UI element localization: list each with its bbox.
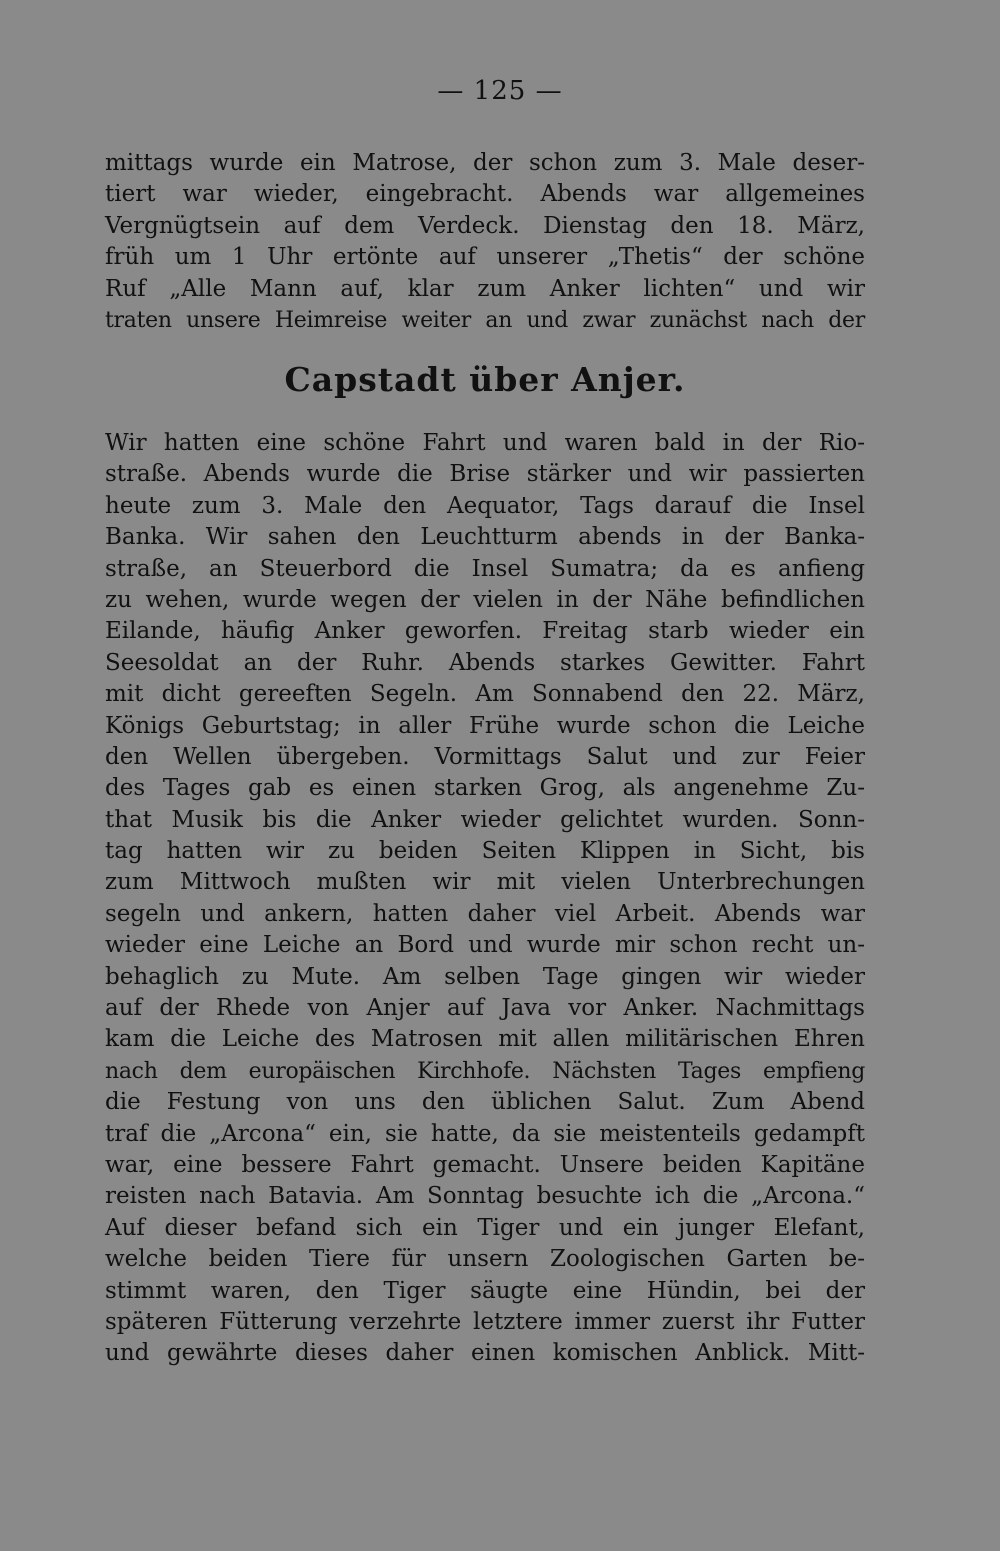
text-line: traf die „Arcona“ ein, sie hatte, da sie meistenteils gedampft xyxy=(105,1120,865,1147)
text-line: behaglich zu Mute. Am selben Tage gingen wir wieder xyxy=(105,963,865,990)
text-line: stimmt waren, den Tiger säugte eine Hündin, bei der xyxy=(105,1277,865,1304)
text-line: Seesoldat an der Ruhr. Abends starkes Gewitter. Fahrt xyxy=(105,649,865,676)
text-line: Ruf „Alle Mann auf, klar zum Anker lichten“ und wir xyxy=(105,275,865,302)
text-line: früh um 1 Uhr ertönte auf unserer „Thetis“ der schöne xyxy=(105,244,865,271)
text-line: kam die Leiche des Matrosen mit allen militärischen Ehren xyxy=(105,1026,865,1053)
text-line: den Wellen übergeben. Vormittags Salut und zur Feier xyxy=(105,743,865,770)
text-line: Auf dieser befand sich ein Tiger und ein junger Elefant, xyxy=(105,1214,865,1241)
text-line: traten unsere Heimreise weiter an und zwar zunächst nach der xyxy=(105,307,865,333)
text-line: des Tages gab es einen starken Grog, als angenehme Zu- xyxy=(105,775,865,802)
text-line: that Musik bis die Anker wieder gelichtet wurden. Sonn- xyxy=(105,806,865,833)
text-line: mit dicht gereeften Segeln. Am Sonnabend den 22. März, xyxy=(105,681,865,708)
text-line: zu wehen, wurde wegen der vielen in der Nähe befindlichen xyxy=(105,586,865,613)
text-line: Banka. Wir sahen den Leuchtturm abends in der Banka- xyxy=(105,524,865,551)
paragraph-2 xyxy=(105,428,865,1370)
text-line: mittags wurde ein Matrose, der schon zum 3. Male deser- xyxy=(105,150,865,176)
text-line: welche beiden Tiere für unsern Zoologischen Garten be- xyxy=(105,1246,865,1273)
section-heading: Capstadt über Anjer. xyxy=(284,360,686,399)
text-line: reisten nach Batavia. Am Sonntag besuchte ich die „Arcona.“ xyxy=(105,1183,865,1210)
text-line: und gewährte dieses daher einen komischen Anblick. Mitt- xyxy=(105,1340,865,1367)
text-line: zum Mittwoch mußten wir mit vielen Unterbrechungen xyxy=(105,869,865,896)
text-line: segeln und ankern, hatten daher viel Arbeit. Abends war xyxy=(105,900,865,927)
text-line: Wir hatten eine schöne Fahrt und waren bald in der Rio- xyxy=(105,430,865,456)
text-line: tag hatten wir zu beiden Seiten Klippen in Sicht, bis xyxy=(105,838,865,865)
paragraph-1 xyxy=(105,148,865,336)
text-line: Königs Geburtstag; in aller Frühe wurde schon die Leiche xyxy=(105,712,865,739)
page-number: — 125 — xyxy=(437,76,563,106)
text-line: tiert war wieder, eingebracht. Abends war allgemeines xyxy=(105,181,865,208)
text-line: Vergnügtsein auf dem Verdeck. Dienstag den 18. März, xyxy=(105,212,865,239)
text-line: Eilande, häufig Anker geworfen. Freitag starb wieder ein xyxy=(105,618,865,645)
text-line: straße. Abends wurde die Brise stärker und wir passierten xyxy=(105,461,865,488)
text-line: auf der Rhede von Anjer auf Java vor Anker. Nachmittags xyxy=(105,995,865,1022)
text-line: war, eine bessere Fahrt gemacht. Unsere beiden Kapitäne xyxy=(105,1151,865,1178)
text-line: straße, an Steuerbord die Insel Sumatra; da es anfieng xyxy=(105,555,865,582)
text-line: nach dem europäischen Kirchhofe. Nächsten Tages empfieng xyxy=(105,1058,865,1084)
text-line: wieder eine Leiche an Bord und wurde mir schon recht un- xyxy=(105,932,865,959)
text-line: die Festung von uns den üblichen Salut. Zum Abend xyxy=(105,1089,865,1116)
text-line: heute zum 3. Male den Aequator, Tags darauf die Insel xyxy=(105,492,865,519)
text-line: späteren Fütterung verzehrte letztere immer zuerst ihr Futter xyxy=(105,1308,865,1335)
